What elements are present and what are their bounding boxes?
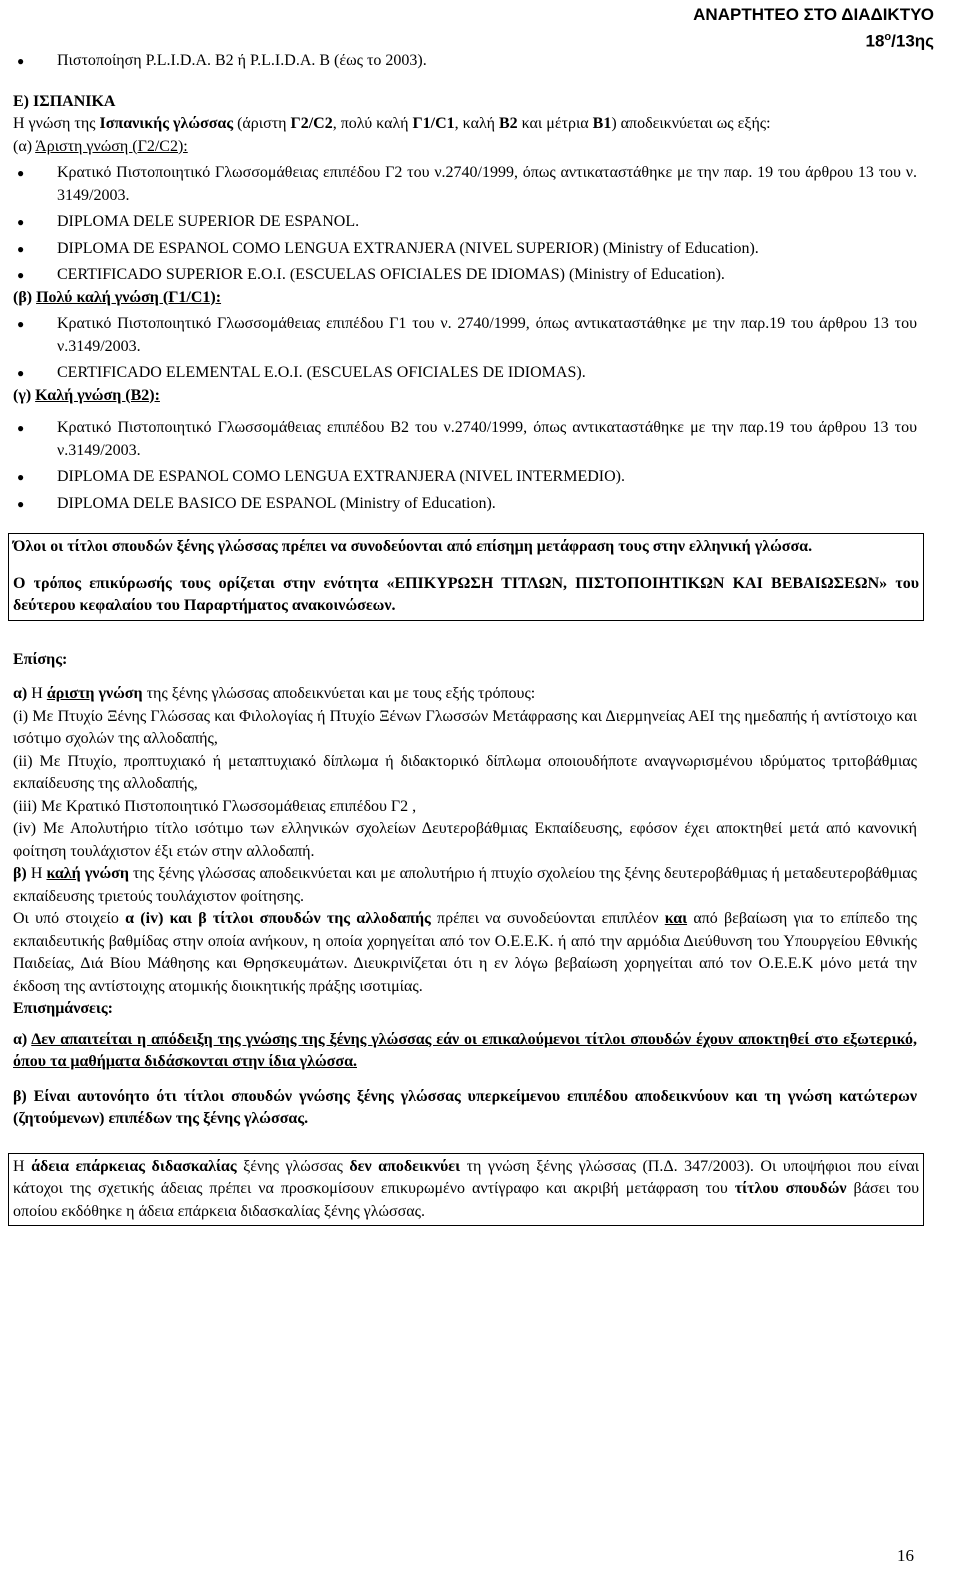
list-item: ● DIPLOMA DE ESPANOL COMO LENGUA EXTRANJERA (NIVEL INTERMEDIO). (13, 466, 917, 489)
bullet-icon: ● (17, 215, 25, 229)
teaching-license-box (8, 1153, 924, 1227)
bullet-icon: ● (17, 366, 25, 380)
page-content (13, 50, 920, 1226)
validation-notice: Ο τρόπος επικύρωσής τους ορίζεται στην ενότητα «ΕΠΙΚΥΡΩΣΗ ΤΙΤΛΩΝ, ΠΙΣΤΟΠΟΙΗΤΙΚΩΝ ΚΑΙ ΒΕΒΑΙΩΣΕΩΝ» του δεύτερου κεφαλαίου του Παραρτήματος ανακοινώσεων. (13, 574, 919, 614)
also-heading: Επίσης: (13, 650, 68, 668)
bullet-icon: ● (17, 421, 25, 435)
list-item (13, 50, 917, 73)
translation-notice: Όλοι οι τίτλοι σπουδών ξένης γλώσσας πρέπει να συνοδεύονται από επίσημη μετάφραση τους στην ελληνική γλώσσα. (13, 538, 813, 555)
also-item-4: (iv) Με Απολυτήριο τίτλο ισότιμο των ελληνικών σχολείων Δευτεροβάθμιας Εκπαίδευσης, εφόσον έχει αποκτηθεί μετά από κανονική φοίτηση τουλάχιστον έξι ετών στην αλλοδαπή. (13, 820, 917, 860)
list-item: ● Κρατικό Πιστοποιητικό Γλωσσομάθειας επιπέδου Γ2 του ν.2740/1999, όπως αντικαταστάθηκε με την παρ. 19 του άρθρου 13 του ν. 3149/2003. (13, 162, 917, 207)
section-heading-spanish: Ε) ΙΣΠΑΝΙΚΑ (13, 92, 116, 110)
list-item: ● Κρατικό Πιστοποιητικό Γλωσσομάθειας επιπέδου Β2 του ν.2740/1999, όπως αντικαταστάθηκε με την παρ.19 του άρθρου 13 του ν.3149/2003. (13, 417, 917, 462)
bullet-icon: ● (17, 166, 25, 180)
bullet-icon: ● (17, 268, 25, 282)
also-excellent: α) Η άριστη γνώση της ξένης γλώσσας αποδεικνύεται και με τους εξής τρόπους: (13, 685, 536, 702)
note-a: α) Δεν απαιτείται η απόδειξη της γνώσης της ξένης γλώσσας εάν οι επικαλούμενοι τίτλοι σπουδών έχουν αποκτηθεί στο εξωτερικό, όπου τα μαθήματα διδάσκονται στην ίδια γλώσσα. (13, 1030, 917, 1070)
list-item: ● DIPLOMA DELE BASICO DE ESPANOL (Ministry of Education). (13, 493, 917, 516)
page-header (693, 4, 934, 53)
also-item-3: (iii) Με Κρατικό Πιστοποιητικό Γλωσσομάθειας επιπέδου Γ2 , (13, 797, 417, 815)
bullet-icon: ● (17, 317, 25, 331)
bullet-icon: ● (17, 241, 25, 256)
header-superscript: ο (884, 31, 892, 43)
subheading-good: (γ) Καλή γνώση (Β2): (13, 386, 160, 404)
list-item: ● CERTIFICADO SUPERIOR E.O.I. (ESCUELAS OFICIALES DE IDIOMAS) (Ministry of Education). (13, 264, 917, 287)
translation-notice-box (8, 533, 924, 621)
teaching-license-text: Η άδεια επάρκειας διδασκαλίας ξένης γλώσσας δεν αποδεικνύει τη γνώση ξένης γλώσσας (Π.Δ. 347/2003). Οι υποψήφιοι που είναι κάτοχοι της σχετικής άδειας πρέπει να προσκομίσουν επικυρωμένο αντίγραφο και ακριβή μετάφραση του τίτλου σπουδών βάσει του οποίου εκδόθηκε η άδεια επάρκεια διδασκαλίας ξένης γλώσσας. (13, 1157, 920, 1220)
also-certificate-note: Οι υπό στοιχείο α (iv) και β τίτλοι σπουδών της αλλοδαπής πρέπει να συνοδεύονται επιπλέον και από βεβαίωση για το επίπεδο της εκπαιδευτικής βαθμίδας στην οποία ανήκουν, η οποία χορηγείται από τον Ο.Ε.Ε.Κ. ή από την αρμόδια Διεύθυνση του Υπουργείου Εθνικής Παιδείας, Διά Βίου Μάθησης και Θρησκευμάτων. Διευκρινίζεται ότι η εν λόγω βεβαίωση χορηγείται από τον Ο.Ε.Ε.Κ μόνο μετά την έκδοση της αντίστοιχης ατομικής διοικητικής πράξης ισοτιμίας. (13, 910, 918, 995)
bullet-icon: ● (17, 470, 25, 484)
header-suffix: /13ης (891, 31, 934, 51)
page-number: 16 (897, 1546, 914, 1565)
list-item: ● CERTIFICADO ELEMENTAL E.O.I. (ESCUELAS OFICIALES DE IDIOMAS). (13, 362, 917, 385)
also-item-1: (i) Με Πτυχίο Ξένης Γλώσσας και Φιλολογίας ή Πτυχίο Ξένων Γλωσσών Μετάφρασης και Διερμηνείας ΑΕΙ της ημεδαπής ή αντίστοιχο και ισότιμο σχολών της αλλοδαπής, (13, 707, 917, 747)
list-item: ● DIPLOMA DELE SUPERIOR DE ESPANOL. (13, 211, 917, 234)
also-good: β) Η καλή γνώση της ξένης γλώσσας αποδεικνύεται και με απολυτήριο ή πτυχίο σχολείου της ξένης δευτεροβάθμιας ή μεταδευτεροβάθμιας εκπαίδευσης τριετούς τουλάχιστον φοίτησης. (13, 865, 917, 905)
bullet-text: Πιστοποίηση P.L.I.D.A. B2 ή P.L.I.D.A. B (έως το 2003). (57, 52, 427, 69)
header-line-1: ΑΝΑΡΤΗΤΕΟ ΣΤΟ ΔΙΑΔΙΚΤΥΟ (693, 5, 934, 24)
notes-heading: Επισημάνσεις: (13, 1000, 113, 1017)
subheading-very-good: (β) Πολύ καλή γνώση (Γ1/C1): (13, 288, 222, 306)
bullet-icon: ● (17, 54, 25, 68)
list-item: ● DIPLOMA DE ESPANOL COMO LENGUA EXTRANJERA (NIVEL SUPERIOR) (Ministry of Education). (13, 238, 917, 261)
header-number: 18 (865, 31, 885, 51)
note-b: β) Είναι αυτονόητο ότι τίτλοι σπουδών γνώσης ξένης γλώσσας υπερκείμενου επιπέδου αποδεικνύουν και τη γνώση κατώτερων (ζητούμενων) επιπέδων της ξένης γλώσσας. (13, 1087, 917, 1127)
also-item-2: (ii) Με Πτυχίο, προπτυχιακό ή μεταπτυχιακό δίπλωμα ή διδακτορικό δίπλωμα οποιουδήποτε αναγνωρισμένου ιδρύματος τριτοβάθμιας εκπαίδευσης της αλλοδαπής, (13, 752, 917, 792)
bullet-icon: ● (17, 496, 25, 511)
subheading-excellent: (α) Άριστη γνώση (Γ2/C2): (13, 137, 188, 155)
list-item: ● Κρατικό Πιστοποιητικό Γλωσσομάθειας επιπέδου Γ1 του ν. 2740/1999, όπως αντικαταστάθηκε με την παρ.19 του άρθρου 13 του ν.3149/2003. (13, 313, 917, 358)
spanish-intro: Η γνώση της Ισπανικής γλώσσας (άριστη Γ2/C2, πολύ καλή Γ1/C1, καλή Β2 και μέτρια Β1) αποδεικνύεται ως εξής: (13, 115, 771, 132)
header-line-2 (693, 26, 934, 53)
